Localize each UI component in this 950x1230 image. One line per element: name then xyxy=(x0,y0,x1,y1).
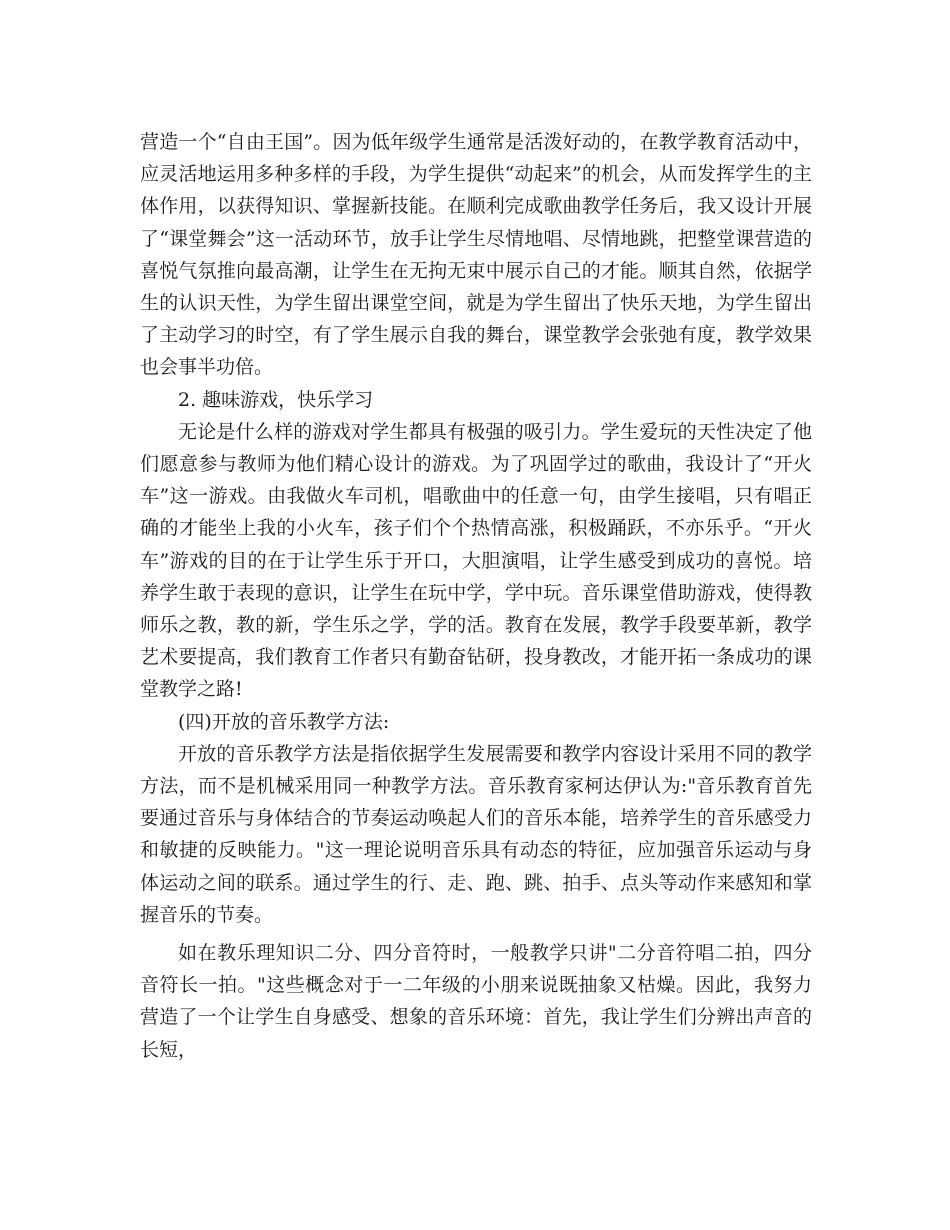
section-heading-open-methods: (四)开放的音乐教学方法: xyxy=(178,710,390,733)
paragraph-free-kingdom: 营造一个“自由王国”。因为低年级学生通常是活泼好动的，在教学教育活动中，应灵活地运用多种多样的手段，为学生提供“动起来”的机会，从而发挥学生的主体作用，以获得知识、掌握新技能。在顺利完成歌曲教学任务后，我又设计开展了“课堂舞会”这一活动环节，放手让学生尽情地唱、尽情地跳，把整堂课营造的喜悦气氛推向最高潮，让学生在无拘无束中展示自己的才能。顺其自然，依据学生的认识天性，为学生留出课堂空间，就是为学生留出了快乐天地，为学生留出了主动学习的时空，有了学生展示自我的舞台，课堂教学会张弛有度，教学效果也会事半功倍。 xyxy=(140,131,812,379)
section-heading-fun-games: 2. 趣味游戏，快乐学习 xyxy=(178,388,374,411)
document-body xyxy=(140,126,812,1066)
paragraph-kodaly-theory: 开放的音乐教学方法是指依据学生发展需要和教学内容设计采用不同的教学方法，而不是机械采用同一种教学方法。音乐教育家柯达伊认为:"音乐教育首先要通过音乐与身体结合的节奏运动唤起人们的音乐本能，培养学生的音乐感受力和敏捷的反映能力。"这一理论说明音乐具有动态的特征，应加强音乐运动与身体运动之间的联系。通过学生的行、走、跑、跳、拍手、点头等动作来感知和掌握音乐的节奏。 xyxy=(140,742,812,926)
paragraph-train-game: 无论是什么样的游戏对学生都具有极强的吸引力。学生爱玩的天性决定了他们愿意参与教师为他们精心设计的游戏。为了巩固学过的歌曲，我设计了“开火车”这一游戏。由我做火车司机，唱歌曲中的任意一句，由学生接唱，只有唱正确的才能坐上我的小火车，孩子们个个热情高涨，积极踊跃，不亦乐乎。“开火车”游戏的目的在于让学生乐于开口，大胆演唱，让学生感受到成功的喜悦。培养学生敢于表现的意识，让学生在玩中学，学中玩。音乐课堂借助游戏，使得教师乐之教，教的新，学生乐之学，学的活。教育在发展，教学手段要革新，教学艺术要提高，我们教育工作者只有勤奋钻研，投身教改，才能开拓一条成功的课堂教学之路! xyxy=(140,420,812,701)
paragraph-note-values: 如在教乐理知识二分、四分音符时，一般教学只讲"二分音符唱二拍，四分音符长一拍。"这些概念对于一二年级的小朋来说既抽象又枯燥。因此，我努力营造了一个让学生自身感受、想象的音乐环境：首先，我让学生们分辨出声音的长短， xyxy=(140,942,812,1061)
